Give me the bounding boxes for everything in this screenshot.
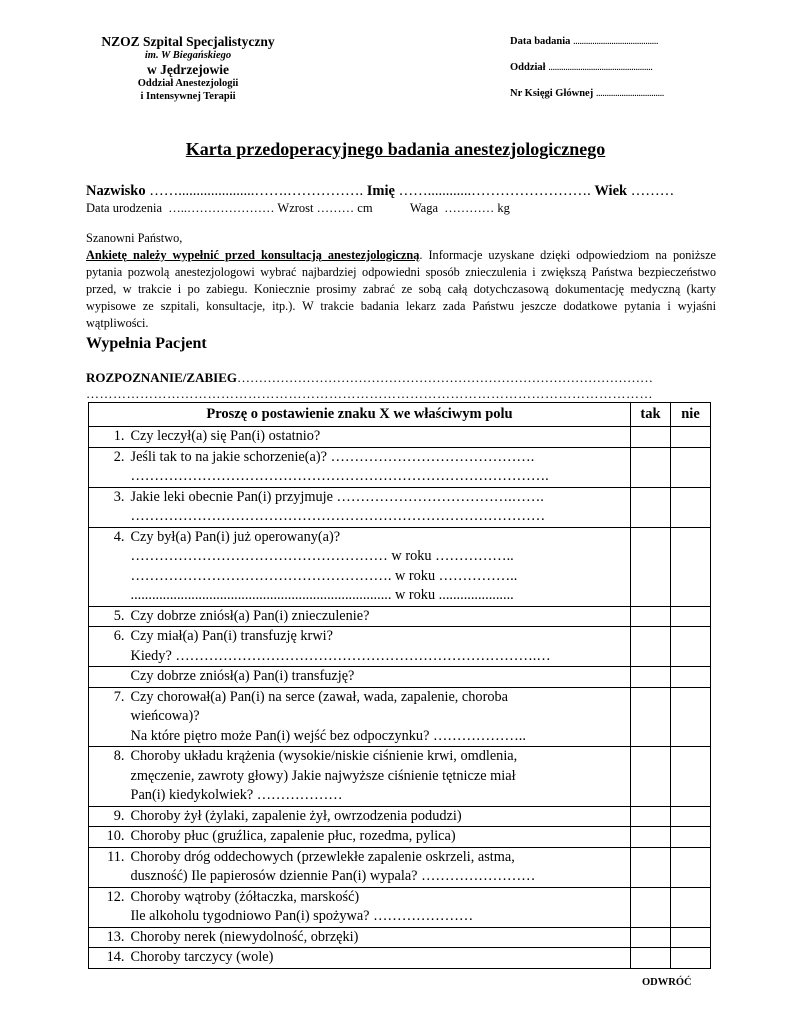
question-text [129, 687, 631, 747]
table-row [89, 827, 711, 848]
table-row [89, 447, 711, 487]
section-title: Wypełnia Pacjent [86, 335, 207, 352]
table-row [89, 847, 711, 887]
diagnosis-line[interactable] [86, 370, 716, 386]
table-row [89, 687, 711, 747]
table-row [89, 606, 711, 627]
question-number [89, 667, 129, 688]
question-line: ......................................................................... w roku ..................... [130, 587, 514, 603]
question-text [129, 847, 631, 887]
answer-yes-cell[interactable] [631, 667, 671, 688]
answer-no-cell[interactable] [671, 447, 711, 487]
table-row [89, 667, 711, 688]
question-text: Choroby tarczycy (wole) [129, 948, 631, 969]
answer-yes-cell[interactable] [631, 487, 671, 527]
question-line: ……………………………………………………………………………. [130, 468, 549, 484]
question-number: 13. [89, 927, 129, 948]
name-field[interactable]: ……............……………………. [398, 183, 595, 199]
table-row [89, 806, 711, 827]
intro-text [86, 230, 716, 332]
answer-yes-cell[interactable] [631, 887, 671, 927]
hospital-city: w Jędrzejowie [146, 62, 230, 78]
question-number: 1. [89, 427, 129, 448]
answer-no-cell[interactable] [671, 687, 711, 747]
question-text [129, 627, 631, 667]
answer-no-cell[interactable] [671, 667, 711, 688]
question-line: Czy był(a) Pan(i) już operowany(a)? [130, 528, 341, 545]
questionnaire-table [88, 402, 711, 969]
diagnosis-label: ROZPOZNANIE/ZABIEG [86, 370, 237, 385]
col-yes-header: tak [631, 403, 671, 427]
answer-no-cell[interactable] [671, 948, 711, 969]
question-text [129, 487, 631, 527]
table-row [89, 427, 711, 448]
main-book-label: Nr Księgi Głównej [510, 88, 594, 99]
age-label: Wiek [594, 183, 628, 199]
table-row [89, 527, 711, 606]
table-row [89, 627, 711, 667]
turn-over-note: ODWRÓĆ [642, 977, 692, 988]
answer-yes-cell[interactable] [631, 447, 671, 487]
answer-no-cell[interactable] [671, 806, 711, 827]
question-text [129, 527, 631, 606]
answer-yes-cell[interactable] [631, 948, 671, 969]
question-number: 8. [89, 747, 129, 807]
exam-meta [510, 36, 730, 114]
surname-field[interactable]: …….....................…….……………. [149, 183, 367, 199]
answer-no-cell[interactable] [671, 847, 711, 887]
question-text: Czy dobrze zniósł(a) Pan(i) znieczulenie? [129, 606, 631, 627]
answer-yes-cell[interactable] [631, 747, 671, 807]
answer-no-cell[interactable] [671, 747, 711, 807]
hospital-name: NZOZ Szpital Specjalistyczny [101, 34, 275, 49]
table-row [89, 887, 711, 927]
answer-yes-cell[interactable] [631, 606, 671, 627]
question-text [129, 747, 631, 807]
answer-yes-cell[interactable] [631, 827, 671, 848]
dob-label: Data urodzenia [86, 201, 163, 215]
answer-no-cell[interactable] [671, 627, 711, 667]
answer-no-cell[interactable] [671, 887, 711, 927]
exam-date-field[interactable] [510, 36, 730, 47]
question-line: wieńcowa)? [130, 708, 200, 724]
answer-yes-cell[interactable] [631, 427, 671, 448]
question-line: Choroby dróg oddechowych (przewlekłe zapalenie oskrzeli, astma, [130, 848, 515, 865]
patient-fields [86, 183, 726, 216]
answer-no-cell[interactable] [671, 527, 711, 606]
answer-no-cell[interactable] [671, 427, 711, 448]
question-line: Jakie leki obecnie Pan(i) przyjmuje ……………………………….……. [130, 488, 544, 505]
answer-yes-cell[interactable] [631, 527, 671, 606]
greeting: Szanowni Państwo, [86, 231, 183, 245]
question-text: Choroby płuc (gruźlica, zapalenie płuc, rozedma, pylica) [129, 827, 631, 848]
question-line: Ile alkoholu tygodniowo Pan(i) spożywa? ………………… [130, 908, 474, 924]
answer-yes-cell[interactable] [631, 687, 671, 747]
diagnosis-line-2[interactable]: ……………………………………………………………………………………………………………… [86, 386, 653, 401]
main-book-field[interactable] [510, 88, 730, 99]
table-row [89, 747, 711, 807]
question-text: Choroby nerek (niewydolność, obrzęki) [129, 927, 631, 948]
answer-no-cell[interactable] [671, 827, 711, 848]
surname-label: Nazwisko [86, 183, 146, 199]
height-label: Wzrost [277, 201, 314, 215]
ward-label: Oddział [510, 62, 546, 73]
diagnosis-dots: …………………………………………………………………………………… [236, 370, 653, 385]
question-line: Na które piętro może Pan(i) wejść bez odpoczynku? ……………….. [130, 727, 526, 744]
question-number: 9. [89, 806, 129, 827]
main-book-dots: ................................ [595, 88, 664, 99]
question-text: Czy leczył(a) się Pan(i) ostatnio? [129, 427, 631, 448]
weight-label: Waga [409, 201, 438, 215]
question-line: zmęczenie, zawroty głowy) Jakie najwyższe ciśnienie tętnicze miał [130, 767, 516, 784]
question-number: 12. [89, 887, 129, 927]
question-line: Czy miał(a) Pan(i) transfuzję krwi? [130, 628, 333, 644]
ward-dots: ................................................. [548, 62, 653, 73]
question-number: 5. [89, 606, 129, 627]
table-row [89, 948, 711, 969]
question-number: 11. [89, 847, 129, 887]
col-no-header: nie [671, 403, 711, 427]
answer-no-cell[interactable] [671, 606, 711, 627]
table-row [89, 487, 711, 527]
answer-no-cell[interactable] [671, 927, 711, 948]
question-line: Choroby układu krążenia (wysokie/niskie ciśnienie krwi, omdlenia, [130, 748, 518, 764]
intro-body: . Informacje uzyskane dzięki odpowiedziom na poniższe pytania pozwolą anestezjologowi wybrać najbardziej odpowiedni sposób znieczulenia i zwiększą Państwa bezpieczeństwo przed, w trakcie i po zabiegu. Koniecznie prosimy zabrać ze sobą całą dotychczasową dokumentację medyczną (karty wypisowe ze szpitali, konsultacje, itp.). W trakcie badania lekarz zada Państwu jeszcze dodatkowe pytania i wyjaśni wątpliwości. [86, 247, 716, 330]
name-label: Imię [366, 183, 395, 199]
table-header-row [89, 403, 711, 427]
exam-date-dots: ........................................ [573, 36, 659, 47]
dob-field[interactable]: …..………………… [168, 201, 278, 215]
weight-field[interactable]: ………… kg [444, 201, 510, 215]
ward-field[interactable] [510, 62, 730, 73]
question-number: 2. [89, 447, 129, 487]
question-number: 6. [89, 627, 129, 667]
question-line: Czy chorował(a) Pan(i) na serce (zawał, wada, zapalenie, choroba [130, 688, 508, 705]
table-instruction: Proszę o postawienie znaku X we właściwym polu [89, 403, 631, 427]
answer-yes-cell[interactable] [631, 927, 671, 948]
department-line-1: Oddział Anestezjologii [137, 78, 239, 90]
table-row [89, 927, 711, 948]
age-field[interactable]: ……… [630, 183, 675, 199]
question-line: duszność) Ile papierosów dziennie Pan(i) wypala? …………………… [130, 868, 536, 884]
answer-yes-cell[interactable] [631, 847, 671, 887]
question-line: Kiedy? ………………………………………………………………….… [130, 647, 551, 664]
question-line: Jeśli tak to na jakie schorzenie(a)? ……………………………………. [130, 448, 535, 465]
question-number: 7. [89, 687, 129, 747]
question-line: Choroby wątroby (żółtaczka, marskość) [130, 888, 360, 905]
question-line: Pan(i) kiedykolwiek? ……………… [130, 787, 343, 803]
intro-lead: Ankietę należy wypełnić przed konsultacją anestezjologiczną [86, 247, 420, 262]
exam-date-label: Data badania [510, 36, 571, 47]
question-line: ………………………………………………. w roku …………….. [130, 567, 518, 584]
question-line: …………………………………………………………………………… [130, 508, 546, 524]
department-line-2: i Intensywnej Terapii [140, 90, 236, 102]
question-number: 10. [89, 827, 129, 848]
height-field[interactable]: ……… cm [316, 201, 373, 215]
question-text [129, 887, 631, 927]
question-number: 14. [89, 948, 129, 969]
question-line: ……………………………………………… w roku …………….. [130, 548, 514, 564]
hospital-header [78, 34, 298, 103]
question-text: Choroby żył (żylaki, zapalenie żył, owrzodzenia podudzi) [129, 806, 631, 827]
answer-no-cell[interactable] [671, 487, 711, 527]
question-text: Czy dobrze zniósł(a) Pan(i) transfuzję? [129, 667, 631, 688]
answer-yes-cell[interactable] [631, 806, 671, 827]
page-title: Karta przedoperacyjnego badania anestezjologicznego [185, 139, 606, 159]
question-text [129, 447, 631, 487]
answer-yes-cell[interactable] [631, 627, 671, 667]
question-number: 4. [89, 527, 129, 606]
hospital-patron: im. W Biegańskiego [144, 49, 232, 61]
question-number: 3. [89, 487, 129, 527]
